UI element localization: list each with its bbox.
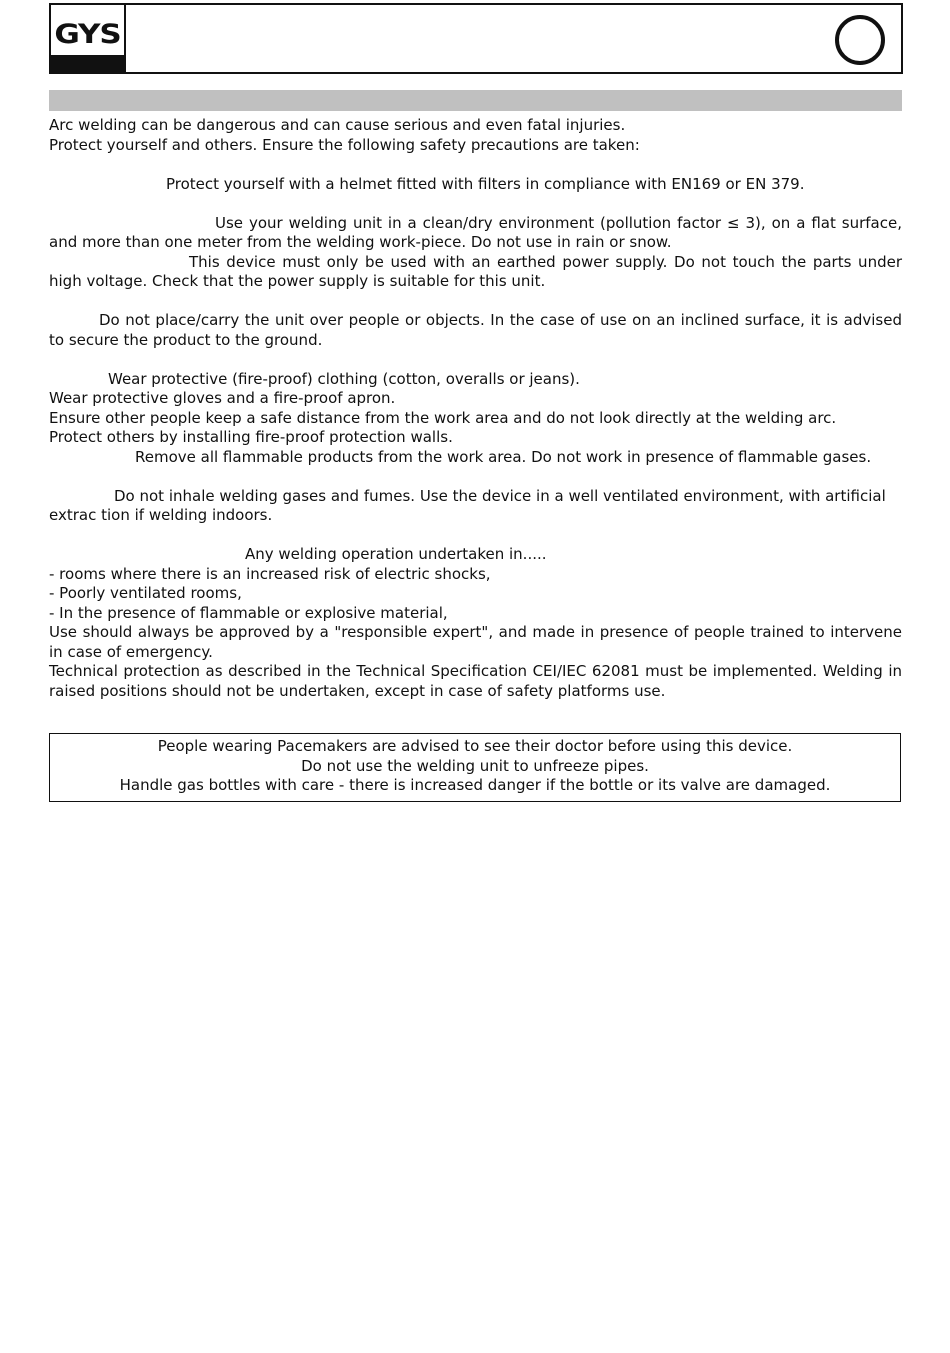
environment-text: Use your welding unit in a clean/dry environment (pollution factor ≤ 3), on a flat surface, and more than one meter from the welding work-piece. Do not use in rain or snow. bbox=[49, 213, 902, 251]
earthing-text: This device must only be used with an earthed power supply. Do not touch the parts under high voltage. Check that the power supply is suitable for this unit. bbox=[49, 252, 902, 290]
notice-line: Do not use the welding unit to unfreeze pipes. bbox=[301, 756, 649, 775]
safety-instructions bbox=[49, 116, 902, 701]
logo-text: GYS bbox=[54, 19, 121, 50]
logo-bar bbox=[51, 55, 124, 72]
notice-line: People wearing Pacemakers are advised to see their doctor before using this device. bbox=[157, 737, 793, 755]
clothing-line-4: Protect others by installing fire-proof protection walls. bbox=[49, 428, 453, 446]
helmet-text: Protect yourself with a helmet fitted with filters in compliance with EN169 or EN 379. bbox=[166, 174, 805, 193]
expert-text: Use should always be approved by a "responsible expert", and made in presence of people trained to intervene in case of emergency. bbox=[49, 623, 902, 661]
gys-logo bbox=[51, 5, 126, 72]
clothing-line-3: Ensure other people keep a safe distance from the work area and do not look directly at the welding arc. bbox=[49, 408, 837, 427]
placement-text: Do not place/carry the unit over people or objects. In the case of use on an inclined surface, it is advised to secure the product to the ground. bbox=[49, 311, 902, 349]
conditions-intro: Any welding operation undertaken in..... bbox=[245, 545, 547, 563]
condition-item: - Poorly ventilated rooms, bbox=[49, 584, 242, 602]
flammable-text: Remove all flammable products from the work area. Do not work in presence of flammable gases. bbox=[135, 447, 872, 466]
clothing-line-2: Wear protective gloves and a fire-proof apron. bbox=[49, 389, 396, 407]
page-header bbox=[49, 3, 903, 74]
intro-line-2: Protect yourself and others. Ensure the following safety precautions are taken: bbox=[49, 135, 640, 154]
fumes-text: Do not inhale welding gases and fumes. Use the device in a well ventilated environment, with artificial extrac tion if welding indoors. bbox=[49, 486, 886, 524]
condition-item: - rooms where there is an increased risk of electric shocks, bbox=[49, 564, 491, 583]
intro-line-1: Arc welding can be dangerous and can cause serious and even fatal injuries. bbox=[49, 116, 626, 134]
language-circle-icon bbox=[835, 15, 885, 65]
clothing-line-1: Wear protective (fire-proof) clothing (cotton, overalls or jeans). bbox=[108, 369, 580, 388]
notice-line: Handle gas bottles with care - there is increased danger if the bottle or its valve are damaged. bbox=[119, 776, 831, 794]
section-title-band bbox=[49, 90, 902, 111]
technical-text: Technical protection as described in the Technical Specification CEI/IEC 62081 must be implemented. Welding in raised positions should not be undertaken, except in case of safety platforms use. bbox=[49, 662, 902, 700]
warning-notice-box bbox=[49, 733, 901, 802]
condition-item: - In the presence of flammable or explosive material, bbox=[49, 603, 448, 622]
